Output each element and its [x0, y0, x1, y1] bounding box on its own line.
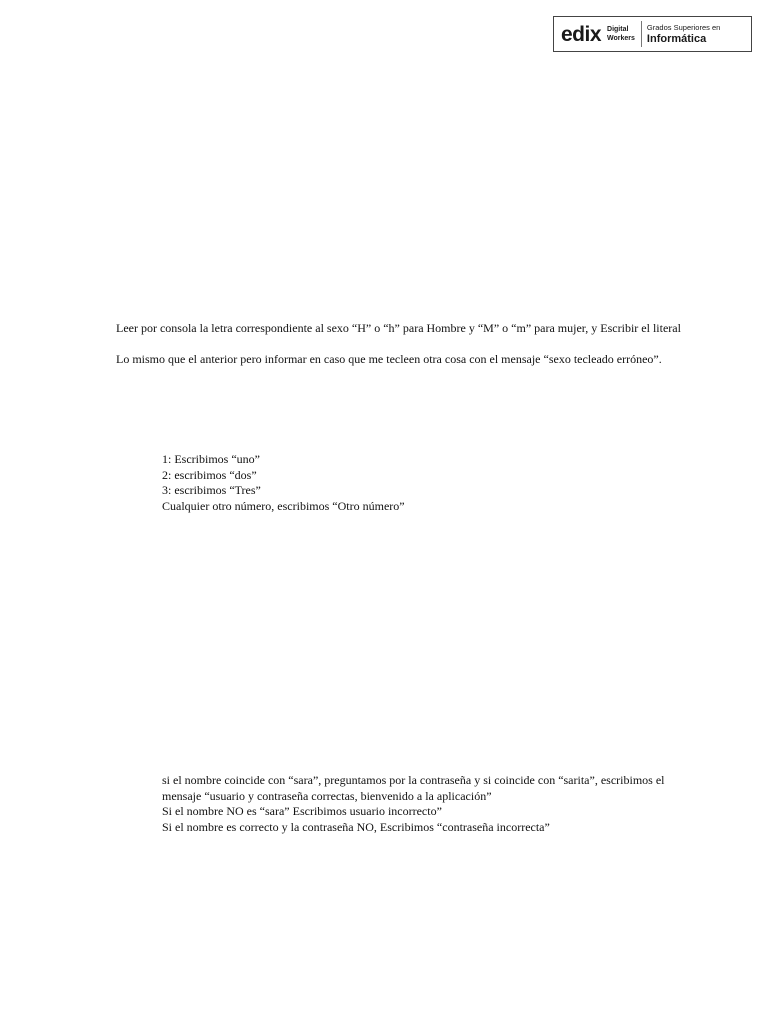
logo-divider	[641, 21, 642, 47]
list-item: Cualquier otro número, escribimos “Otro número”	[162, 498, 405, 513]
digital-workers-label	[607, 25, 635, 43]
login-list	[162, 773, 664, 835]
list-item: si el nombre coincide con “sara”, preguntamos por la contraseña y si coincide con “sarita”, escribimos el	[162, 773, 665, 787]
list-item: Si el nombre NO es “sara” Escribimos usuario incorrecto”	[162, 804, 442, 819]
list-item: mensaje “usuario y contraseña correctas, bienvenido a la aplicación”	[162, 788, 492, 803]
digital-label: Digital	[607, 26, 629, 33]
edix-logo	[553, 16, 752, 52]
informatica-text: Informática	[646, 32, 707, 45]
list-item: Si el nombre es correcto y la contraseña NO, Escribimos “contraseña incorrecta”	[162, 819, 550, 834]
edix-wordmark	[561, 24, 601, 45]
exercise-paragraph-1: Leer por consola la letra correspondiente al sexo “H” o “h” para Hombre y “M” o “m” para mujer, y Escribir el literal	[116, 321, 681, 335]
exercise-paragraph-2: Lo mismo que el anterior pero informar en caso que me tecleen otra cosa con el mensaje “sexo tecleado erróneo”.	[116, 352, 662, 366]
numbers-list	[162, 452, 405, 514]
edix-wordmark-text: edix	[561, 22, 602, 46]
list-item: 3: escribimos “Tres”	[162, 483, 261, 498]
grados-label	[647, 23, 720, 46]
grados-superiores-text: Grados Superiores en	[646, 22, 721, 32]
workers-label: Workers	[607, 35, 635, 42]
list-item: 2: escribimos “dos”	[162, 467, 257, 482]
list-item: 1: Escribimos “uno”	[162, 452, 260, 466]
